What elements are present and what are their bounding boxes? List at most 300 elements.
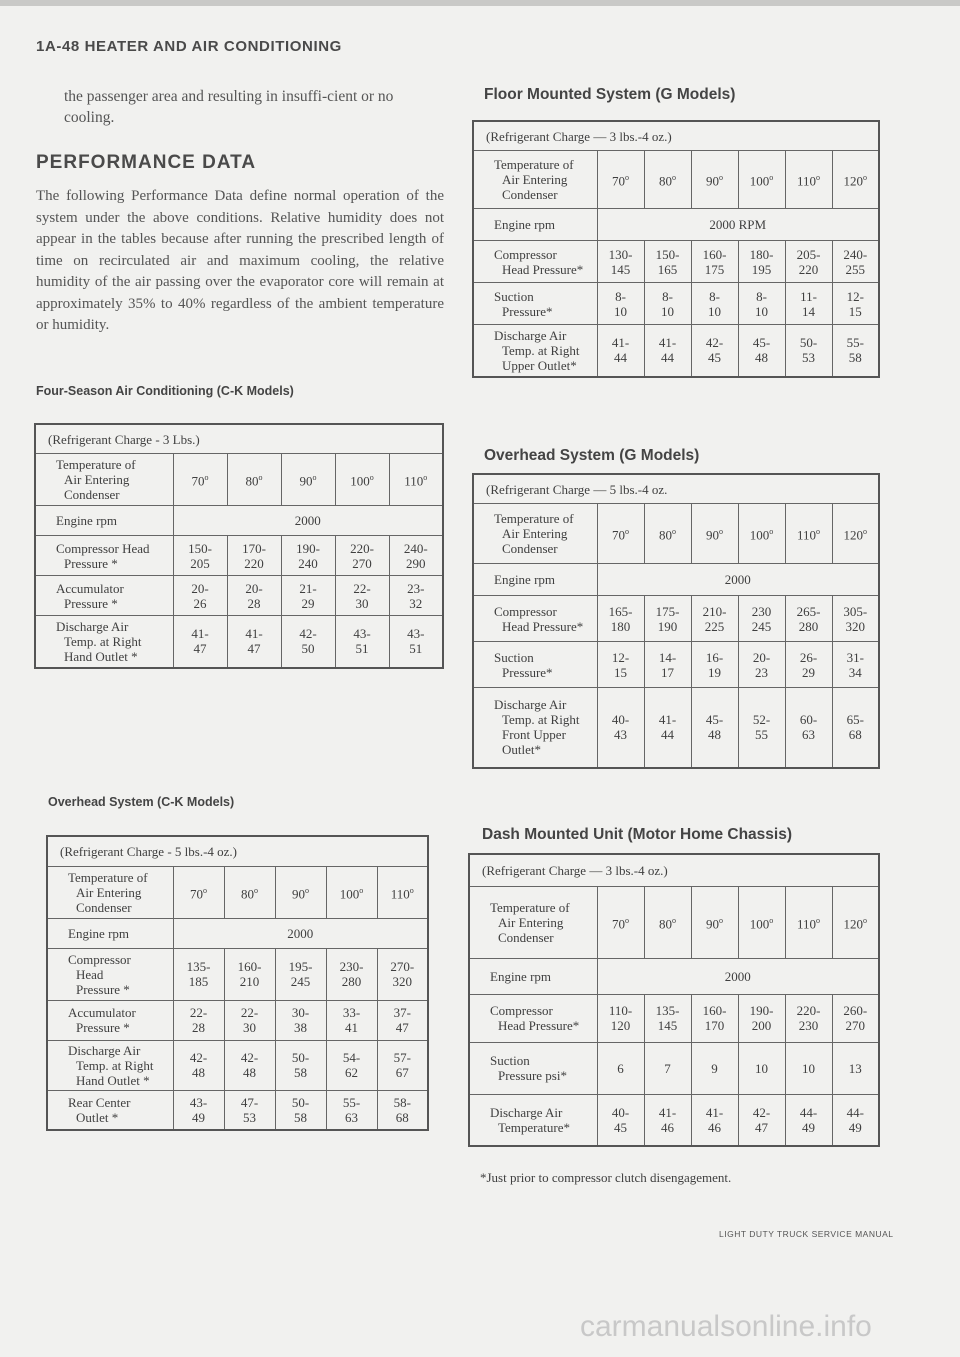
value-line: 44 bbox=[661, 350, 674, 366]
data-row bbox=[35, 616, 443, 668]
value-cell bbox=[691, 241, 738, 283]
data-row-label bbox=[473, 596, 597, 642]
temperature-cell bbox=[281, 454, 335, 506]
label-line: Air Entering bbox=[502, 526, 568, 541]
value-cell bbox=[644, 994, 691, 1042]
value-line: 50- bbox=[291, 1050, 310, 1065]
value-line: 8- bbox=[615, 288, 626, 304]
engine-rpm-value: 2000 bbox=[173, 918, 428, 948]
value-line: 165- bbox=[608, 603, 633, 619]
value-cell bbox=[173, 1000, 224, 1040]
label-line: Compressor bbox=[494, 603, 557, 619]
value-line: 55 bbox=[755, 727, 768, 743]
value-cell bbox=[644, 325, 691, 377]
spec-table-floor-g bbox=[472, 120, 880, 378]
value-line: 230 bbox=[798, 1018, 819, 1033]
value-cell bbox=[691, 283, 738, 325]
value-cell bbox=[597, 642, 644, 688]
value-cell bbox=[275, 948, 326, 1000]
data-row-label bbox=[473, 688, 597, 768]
table-title-four-season: Four-Season Air Conditioning (C-K Models) bbox=[36, 384, 294, 398]
value-line: 230- bbox=[339, 959, 364, 974]
data-row bbox=[35, 576, 443, 616]
value-line: 320 bbox=[845, 618, 866, 634]
temperature-value: 100 bbox=[749, 173, 770, 189]
value-line: 10 bbox=[755, 303, 768, 319]
value-line: 200 bbox=[751, 1018, 772, 1033]
value-line: 8- bbox=[709, 288, 720, 304]
temperature-value: 90 bbox=[706, 916, 719, 932]
label-line: Temp. at Right bbox=[502, 712, 580, 728]
value-line: 33- bbox=[342, 1005, 361, 1020]
value-cell bbox=[738, 1042, 785, 1094]
temperature-value: 120 bbox=[843, 527, 864, 543]
temperature-cell bbox=[644, 886, 691, 958]
value-line: 48 bbox=[243, 1065, 256, 1080]
value-cell bbox=[335, 536, 389, 576]
label-line: Pressure * bbox=[64, 595, 118, 611]
value-line: 58 bbox=[294, 1109, 307, 1125]
label-line: Compressor bbox=[494, 246, 557, 262]
temperature-cell bbox=[785, 886, 832, 958]
value-line: 48 bbox=[755, 350, 768, 366]
temperature-value: 80 bbox=[241, 886, 254, 902]
spec-table-dash-motorhome bbox=[468, 853, 880, 1147]
temperature-cell bbox=[597, 886, 644, 958]
performance-title: PERFORMANCE DATA bbox=[36, 152, 257, 173]
degree-symbol: o bbox=[769, 173, 774, 183]
degree-symbol: o bbox=[369, 473, 374, 483]
engine-rpm-value: 2000 bbox=[597, 564, 879, 596]
value-cell bbox=[738, 642, 785, 688]
value-line: 47- bbox=[240, 1094, 259, 1110]
temperature-value: 100 bbox=[339, 886, 360, 902]
value-cell bbox=[691, 1094, 738, 1146]
label-line: Compressor bbox=[68, 951, 131, 967]
value-line: 43- bbox=[407, 626, 425, 642]
temperature-value: 80 bbox=[245, 473, 259, 489]
data-row-label bbox=[469, 1042, 597, 1094]
value-line: 28 bbox=[247, 595, 261, 611]
charge-row bbox=[469, 854, 879, 886]
value-line: 17 bbox=[661, 664, 674, 680]
refrigerant-charge: (Refrigerant Charge — 3 lbs.-4 oz.) bbox=[473, 121, 879, 151]
value-cell bbox=[644, 241, 691, 283]
label-line: Upper Outlet* bbox=[502, 357, 577, 373]
temperature-cell bbox=[738, 886, 785, 958]
value-line: 165 bbox=[657, 261, 678, 277]
label-line: Temp. at Right bbox=[64, 633, 142, 649]
value-line: 12- bbox=[611, 649, 630, 665]
label-line: Compressor bbox=[490, 1003, 553, 1018]
degree-symbol: o bbox=[409, 885, 414, 895]
value-line: 45- bbox=[752, 335, 771, 351]
value-line: 23 bbox=[755, 664, 768, 680]
value-cell bbox=[832, 642, 879, 688]
label-line: Pressure* bbox=[502, 303, 553, 319]
value-cell bbox=[173, 616, 227, 668]
value-cell bbox=[785, 325, 832, 377]
value-line: 240 bbox=[298, 555, 318, 571]
value-cell bbox=[377, 1000, 428, 1040]
label-line: Pressure* bbox=[502, 664, 553, 680]
temperature-row bbox=[473, 151, 879, 209]
data-row-label bbox=[469, 1094, 597, 1146]
value-cell bbox=[597, 688, 644, 768]
degree-symbol: o bbox=[672, 915, 676, 925]
refrigerant-charge: (Refrigerant Charge — 3 lbs.-4 oz.) bbox=[469, 854, 879, 886]
value-line: 260- bbox=[843, 1003, 868, 1018]
temperature-value: 70 bbox=[612, 527, 625, 543]
table-title-overhead-ck: Overhead System (C-K Models) bbox=[48, 795, 235, 809]
value-line: 6 bbox=[617, 1060, 624, 1076]
value-line: 21- bbox=[299, 580, 317, 596]
label-line: Temp. at Right bbox=[502, 342, 580, 358]
value-cell bbox=[597, 283, 644, 325]
temperature-label bbox=[469, 886, 597, 958]
label-line: Temp. at Right bbox=[76, 1057, 154, 1073]
value-cell bbox=[785, 1042, 832, 1094]
degree-symbol: o bbox=[625, 915, 629, 925]
value-cell bbox=[691, 1042, 738, 1094]
label-line: Accumulator bbox=[68, 1005, 136, 1020]
label-line: Temperature of bbox=[490, 899, 570, 915]
value-line: 67 bbox=[395, 1065, 409, 1080]
value-line: 50- bbox=[291, 1094, 310, 1110]
engine-rpm-value: 2000 bbox=[173, 506, 443, 536]
engine-rpm-label: Engine rpm bbox=[473, 564, 597, 596]
data-row bbox=[47, 948, 428, 1000]
value-cell bbox=[644, 596, 691, 642]
value-line: 145 bbox=[610, 261, 631, 277]
value-line: 22- bbox=[240, 1005, 259, 1020]
value-line: 135- bbox=[655, 1003, 680, 1018]
value-line: 26- bbox=[799, 649, 818, 665]
degree-symbol: o bbox=[719, 915, 723, 925]
value-line: 58 bbox=[294, 1065, 307, 1080]
data-row-label bbox=[47, 1040, 173, 1090]
value-line: 58 bbox=[848, 350, 862, 366]
temperature-cell bbox=[738, 151, 785, 209]
degree-symbol: o bbox=[254, 885, 258, 895]
value-cell bbox=[275, 1040, 326, 1090]
temperature-cell bbox=[691, 886, 738, 958]
label-line: Accumulator bbox=[56, 580, 124, 596]
value-line: 190- bbox=[749, 1003, 774, 1018]
value-cell bbox=[644, 1094, 691, 1146]
value-line: 32 bbox=[409, 595, 423, 611]
value-line: 22- bbox=[353, 580, 371, 596]
value-line: 255 bbox=[845, 261, 865, 277]
temperature-row bbox=[473, 504, 879, 564]
data-row bbox=[473, 688, 879, 768]
degree-symbol: o bbox=[312, 473, 317, 483]
label-line: Condenser bbox=[498, 929, 554, 945]
value-line: 60- bbox=[799, 712, 818, 728]
temperature-value: 90 bbox=[292, 886, 305, 902]
label-line: Pressure * bbox=[64, 555, 118, 571]
label-line: Pressure * bbox=[76, 1020, 130, 1035]
value-cell bbox=[832, 283, 879, 325]
value-cell bbox=[326, 1040, 377, 1090]
data-row-label bbox=[47, 948, 173, 1000]
value-cell bbox=[738, 325, 785, 377]
label-line: Discharge Air bbox=[56, 618, 129, 634]
value-line: 145 bbox=[657, 1018, 678, 1033]
value-line: 280 bbox=[798, 618, 819, 634]
engine-rpm-label: Engine rpm bbox=[47, 918, 173, 948]
spec-table-overhead-ck bbox=[46, 835, 429, 1131]
value-cell bbox=[738, 241, 785, 283]
top-rule bbox=[0, 0, 960, 6]
degree-symbol: o bbox=[423, 473, 428, 483]
value-line: 48 bbox=[708, 727, 721, 743]
page-header: 1A-48 HEATER AND AIR CONDITIONING bbox=[36, 38, 342, 55]
data-row-label bbox=[473, 283, 597, 325]
value-line: 10 bbox=[661, 303, 674, 319]
value-cell bbox=[227, 616, 281, 668]
engine-rpm-row bbox=[469, 958, 879, 994]
value-cell bbox=[785, 283, 832, 325]
temperature-value: 110 bbox=[796, 916, 817, 932]
value-line: 8- bbox=[756, 288, 767, 304]
value-line: 170- bbox=[242, 540, 266, 556]
value-line: 20- bbox=[752, 649, 771, 665]
value-line: 180- bbox=[749, 246, 774, 262]
value-cell bbox=[326, 948, 377, 1000]
label-line: Head Pressure* bbox=[502, 618, 584, 634]
value-line: 185 bbox=[188, 974, 209, 989]
temperature-cell bbox=[832, 151, 879, 209]
value-cell bbox=[377, 1090, 428, 1130]
value-line: 47 bbox=[247, 641, 261, 657]
degree-symbol: o bbox=[863, 173, 867, 183]
value-cell bbox=[832, 241, 879, 283]
data-row bbox=[473, 325, 879, 377]
value-line: 54- bbox=[342, 1050, 361, 1065]
value-line: 30- bbox=[291, 1005, 310, 1020]
value-line: 160- bbox=[702, 1003, 727, 1018]
table-title-overhead-g: Overhead System (G Models) bbox=[484, 447, 700, 464]
value-line: 10 bbox=[755, 1060, 768, 1076]
value-line: 45 bbox=[614, 1119, 627, 1135]
value-line: 290 bbox=[406, 555, 426, 571]
data-row bbox=[469, 1042, 879, 1094]
temperature-value: 100 bbox=[749, 916, 770, 932]
data-row-label bbox=[469, 994, 597, 1042]
label-line: Air Entering bbox=[64, 472, 130, 487]
label-line: Temperature of bbox=[56, 457, 136, 472]
value-cell bbox=[281, 616, 335, 668]
label-line: Discharge Air bbox=[68, 1042, 141, 1058]
value-line: 220- bbox=[350, 540, 374, 556]
label-line: Condenser bbox=[502, 187, 558, 202]
degree-symbol: o bbox=[305, 885, 309, 895]
watermark: carmanualsonline.info bbox=[580, 1310, 872, 1343]
temperature-value: 90 bbox=[706, 527, 719, 543]
value-cell bbox=[785, 241, 832, 283]
degree-symbol: o bbox=[672, 527, 676, 537]
value-line: 180 bbox=[610, 618, 631, 634]
label-line: Discharge Air bbox=[494, 697, 567, 713]
label-line: Pressure psi* bbox=[498, 1068, 567, 1083]
value-cell bbox=[597, 994, 644, 1042]
temperature-cell bbox=[738, 504, 785, 564]
value-line: 43- bbox=[189, 1094, 208, 1110]
value-cell bbox=[832, 596, 879, 642]
footer-manual-title: LIGHT DUTY TRUCK SERVICE MANUAL bbox=[719, 1229, 894, 1239]
label-line: Temperature of bbox=[68, 869, 148, 885]
value-line: 28 bbox=[192, 1020, 205, 1035]
degree-symbol: o bbox=[863, 527, 868, 537]
temperature-row bbox=[47, 866, 428, 918]
value-line: 135- bbox=[186, 959, 211, 974]
value-line: 41- bbox=[658, 335, 677, 351]
value-line: 43 bbox=[614, 727, 627, 743]
value-cell bbox=[597, 325, 644, 377]
value-line: 15 bbox=[614, 664, 627, 680]
label-line: Air Entering bbox=[76, 884, 142, 900]
degree-symbol: o bbox=[625, 527, 629, 537]
charge-row bbox=[47, 836, 428, 866]
value-cell bbox=[738, 688, 785, 768]
temperature-value: 110 bbox=[390, 886, 410, 902]
degree-symbol: o bbox=[769, 527, 774, 537]
refrigerant-charge: (Refrigerant Charge - 5 lbs.-4 oz.) bbox=[47, 836, 428, 866]
value-line: 270- bbox=[390, 959, 415, 974]
value-cell bbox=[389, 576, 443, 616]
value-line: 11- bbox=[800, 288, 817, 304]
label-line: Condenser bbox=[64, 487, 120, 502]
value-line: 320 bbox=[392, 974, 413, 989]
value-line: 44- bbox=[846, 1104, 864, 1120]
value-cell bbox=[335, 616, 389, 668]
temperature-cell bbox=[644, 504, 691, 564]
value-line: 41- bbox=[245, 626, 263, 642]
value-line: 10 bbox=[708, 303, 721, 319]
value-cell bbox=[173, 948, 224, 1000]
degree-symbol: o bbox=[769, 915, 774, 925]
engine-rpm-label: Engine rpm bbox=[35, 506, 173, 536]
value-cell bbox=[785, 1094, 832, 1146]
value-cell bbox=[326, 1090, 377, 1130]
value-line: 45 bbox=[708, 350, 721, 366]
value-line: 20- bbox=[245, 580, 263, 596]
temperature-cell bbox=[173, 454, 227, 506]
temperature-cell bbox=[389, 454, 443, 506]
label-line: Condenser bbox=[502, 541, 558, 556]
value-line: 37- bbox=[393, 1005, 411, 1020]
temperature-cell bbox=[335, 454, 389, 506]
label-line: Air Entering bbox=[502, 172, 568, 187]
value-cell bbox=[389, 536, 443, 576]
value-line: 45- bbox=[705, 712, 724, 728]
charge-row bbox=[473, 121, 879, 151]
degree-symbol: o bbox=[204, 473, 209, 483]
temperature-cell bbox=[785, 504, 832, 564]
label-line: Suction bbox=[494, 288, 534, 304]
engine-rpm-row bbox=[47, 918, 428, 948]
label-line: Head bbox=[76, 966, 104, 982]
engine-rpm-row bbox=[35, 506, 443, 536]
temperature-cell bbox=[644, 151, 691, 209]
value-line: 23- bbox=[407, 580, 425, 596]
value-line: 240- bbox=[843, 246, 868, 262]
temperature-row bbox=[35, 454, 443, 506]
value-line: 42- bbox=[299, 626, 317, 642]
temperature-value: 120 bbox=[843, 173, 863, 189]
label-line: Pressure * bbox=[76, 981, 130, 997]
value-line: 19 bbox=[708, 664, 721, 680]
label-line: Outlet* bbox=[502, 742, 541, 758]
data-row bbox=[473, 241, 879, 283]
temperature-cell bbox=[691, 151, 738, 209]
value-line: 43- bbox=[353, 626, 371, 642]
value-line: 220 bbox=[798, 261, 819, 277]
value-line: 10 bbox=[614, 303, 627, 319]
value-line: 53 bbox=[243, 1109, 256, 1125]
temperature-label bbox=[35, 454, 173, 506]
data-row-label bbox=[47, 1090, 173, 1130]
value-cell bbox=[832, 1042, 879, 1094]
value-cell bbox=[224, 1000, 275, 1040]
value-cell bbox=[597, 1094, 644, 1146]
temperature-label bbox=[473, 151, 597, 209]
value-line: 44 bbox=[614, 350, 627, 366]
temperature-cell bbox=[227, 454, 281, 506]
data-row bbox=[469, 1094, 879, 1146]
temperature-cell bbox=[785, 151, 832, 209]
data-row-label bbox=[473, 642, 597, 688]
value-line: 41 bbox=[345, 1020, 358, 1035]
value-line: 62 bbox=[345, 1065, 358, 1080]
value-line: 30 bbox=[355, 595, 369, 611]
value-line: 31- bbox=[846, 649, 864, 665]
charge-row bbox=[35, 424, 443, 454]
value-line: 190 bbox=[657, 618, 678, 634]
refrigerant-charge: (Refrigerant Charge — 5 lbs.-4 oz. bbox=[473, 474, 879, 504]
value-line: 150- bbox=[655, 246, 680, 262]
data-row-label bbox=[473, 241, 597, 283]
value-line: 170 bbox=[704, 1018, 725, 1033]
degree-symbol: o bbox=[816, 915, 821, 925]
temperature-value: 110 bbox=[796, 527, 817, 543]
value-cell bbox=[227, 536, 281, 576]
temperature-cell bbox=[275, 866, 326, 918]
temperature-row bbox=[469, 886, 879, 958]
temperature-value: 80 bbox=[659, 916, 672, 932]
value-line: 49 bbox=[802, 1119, 815, 1135]
label-line: Suction bbox=[494, 649, 534, 665]
temperature-cell bbox=[832, 504, 879, 564]
label-line: Air Entering bbox=[498, 914, 564, 930]
label-line: Head Pressure* bbox=[498, 1018, 580, 1033]
data-row bbox=[469, 994, 879, 1042]
temperature-value: 120 bbox=[843, 916, 863, 932]
value-cell bbox=[785, 596, 832, 642]
label-line: Rear Center bbox=[68, 1094, 131, 1110]
value-line: 16- bbox=[705, 649, 724, 665]
degree-symbol: o bbox=[816, 173, 821, 183]
value-line: 48 bbox=[192, 1065, 205, 1080]
value-line: 41- bbox=[658, 712, 677, 728]
value-line: 51 bbox=[355, 641, 369, 657]
label-line: Discharge Air bbox=[490, 1104, 563, 1120]
temperature-cell bbox=[832, 886, 879, 958]
degree-symbol: o bbox=[258, 473, 263, 483]
value-cell bbox=[597, 596, 644, 642]
value-cell bbox=[644, 283, 691, 325]
